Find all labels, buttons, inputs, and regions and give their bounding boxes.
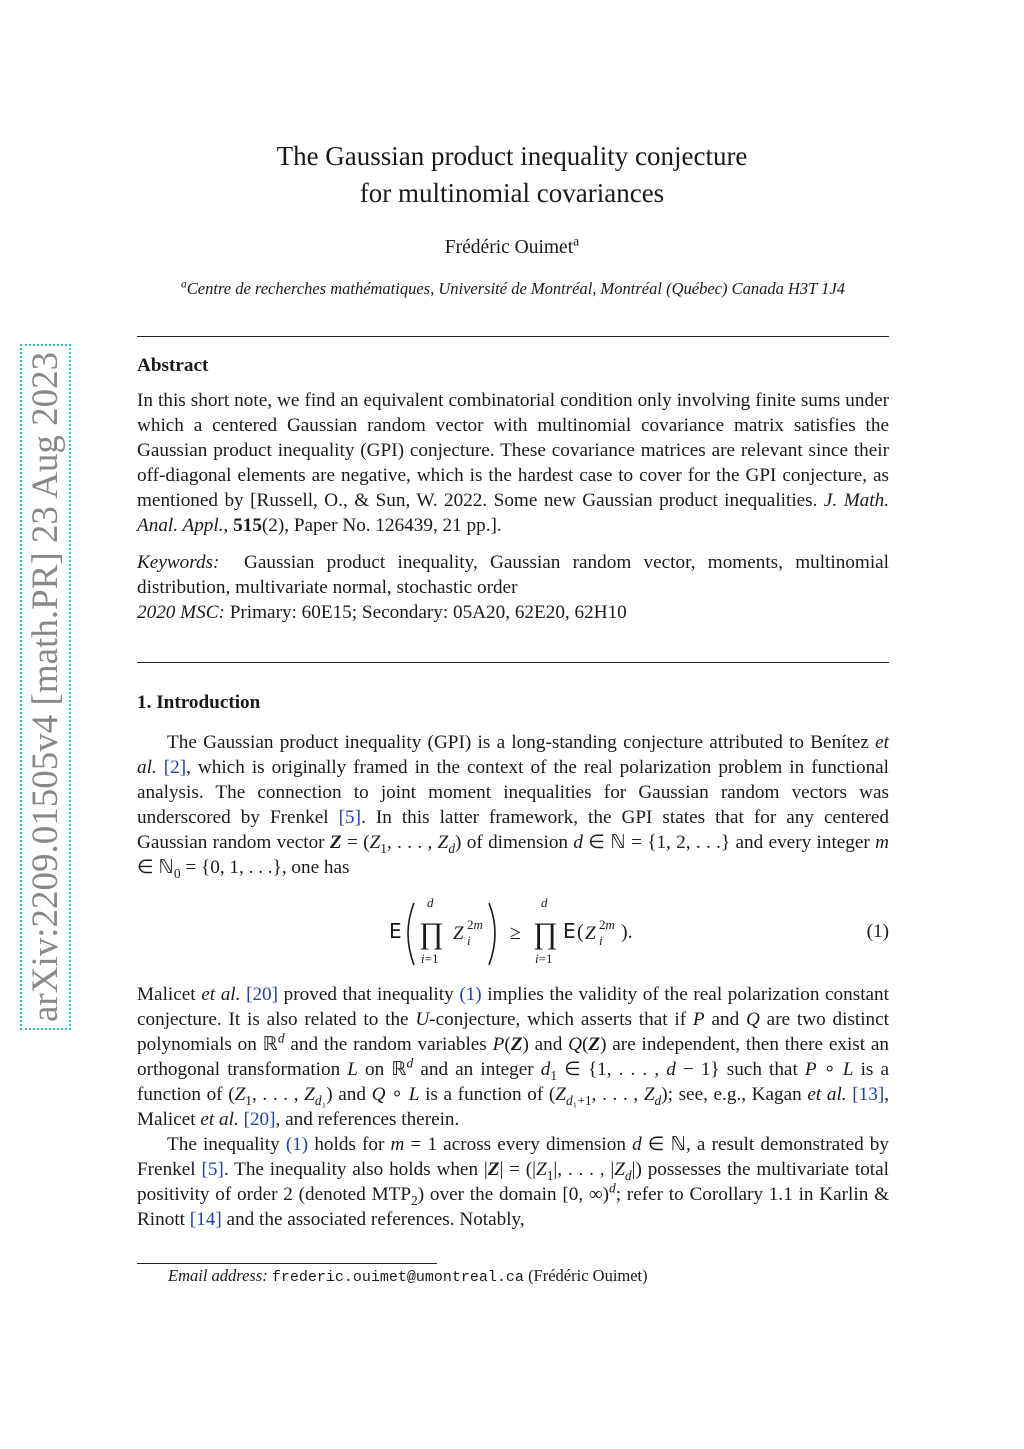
equation-graphic bbox=[137, 893, 889, 973]
svg-text:≥: ≥ bbox=[510, 922, 521, 944]
ref-5-link-2[interactable]: [5] bbox=[201, 1159, 224, 1180]
equation-1 bbox=[137, 893, 889, 973]
affiliation-mark: a bbox=[181, 278, 187, 291]
ref-20-link[interactable]: [20] bbox=[246, 984, 279, 1005]
keywords-text: Gaussian product inequality, Gaussian random vector, moments, multinomial distribution, multivariate normal, stochastic order bbox=[137, 552, 889, 598]
keywords-label: Keywords: bbox=[137, 552, 220, 573]
paragraph-3: The inequality (1) holds for m = 1 across every dimension d ∈ ℕ, a result demonstrated by Frenkel [5]. The inequality also holds when $|Z| = (|Z_1|$, . . . , $|Z_d|$) possesses the multivariate total positivity of order 2 (denoted $MTP_2$) over the domain [0, ∞)$^d$; refer to Corollary 1.1 in Karlin & Rinott [14] and the associated references. Notably, bbox=[137, 1134, 889, 1230]
arxiv-stamp: arXiv:2209.01505v4 [math.PR] 23 Aug 2023 bbox=[20, 344, 71, 1030]
keywords bbox=[137, 550, 889, 600]
svg-text:).: ). bbox=[621, 921, 633, 943]
svg-text:(: ( bbox=[577, 921, 584, 943]
ref-14-link[interactable]: [14] bbox=[189, 1209, 222, 1230]
introduction-section bbox=[137, 690, 889, 880]
section-heading: 1. Introduction bbox=[137, 692, 261, 713]
paper-title bbox=[0, 138, 1024, 212]
bottom-rule bbox=[137, 662, 889, 663]
svg-text:2m: 2m bbox=[599, 917, 615, 932]
email-link[interactable]: frederic.ouimet@umontreal.ca bbox=[271, 1269, 524, 1286]
abstract-heading: Abstract bbox=[137, 355, 209, 376]
affiliation bbox=[137, 279, 889, 299]
ref-13-link[interactable]: [13] bbox=[852, 1084, 885, 1105]
intro-paragraph-1: The Gaussian product inequality (GPI) is a long-standing conjecture attributed to Benítez et al. [2], which is originally framed in the context of the real polarization problem in functional analysis. The connection to joint moment inequalities for Gaussian random vectors was underscored by Frenkel [5]. In this latter framework, the GPI states that for any centered Gaussian random vector $Z = (Z_1$, . . . , $Z_d$) of dimension d ∈ ℕ = {1, 2, . . .} and every integer m ∈ ℕ$_0$ = {0, 1, . . .}, one has bbox=[137, 732, 890, 881]
footnote-label: Email address: bbox=[168, 1266, 268, 1285]
math-z-vector: $Z = (Z_1$, . . . , $Z_d$) bbox=[329, 832, 462, 856]
eq-1-link-2[interactable]: (1) bbox=[285, 1134, 309, 1155]
author-mark: a bbox=[573, 233, 580, 249]
equation-number: (1) bbox=[866, 921, 889, 942]
affiliation-text: Centre de recherches mathématiques, Université de Montréal, Montréal (Québec) Canada H3T 1J4 bbox=[186, 279, 845, 298]
abstract-volume: 515 bbox=[233, 515, 262, 536]
title-line-2: for multinomial covariances bbox=[359, 178, 665, 208]
ref-20-link-2[interactable]: [20] bbox=[243, 1109, 276, 1130]
ref-5-link[interactable]: [5] bbox=[338, 807, 362, 828]
footnote-rule bbox=[137, 1263, 437, 1264]
svg-text:2m: 2m bbox=[467, 917, 483, 932]
svg-text:i: i bbox=[467, 933, 471, 948]
msc-label: 2020 MSC: bbox=[137, 602, 225, 623]
msc-text: Primary: 60E15; Secondary: 05A20, 62E20, 62H10 bbox=[229, 602, 627, 623]
footnote-name: (Frédéric Ouimet) bbox=[528, 1266, 648, 1285]
paragraph-2: Malicet et al. [20] proved that inequality (1) implies the validity of the real polarization constant conjecture. It is also related to the U-conjecture, which asserts that if P and Q are two distinct polynomials on ℝ$^d$ and the random variables P(Z) and Q(Z) are independent, then there exist an orthogonal transformation L on ℝ$^d$ and an integer $d_1$ ∈ {1, . . . , d − 1} such that P ∘ L is a function of ($Z_1$, . . . , $Z_{d_1}$) and Q ∘ L is a function of ($Z_{d_1+1}$, . . . , $Z_d$); see, e.g., Kagan et al. [13], Malicet et al. [20], and references therein. The inequality (1) holds for m = 1 across every dimension d ∈ ℕ, a result demonstrated by Frenkel [5]. The inequality also holds when $|Z| = (|Z_1|$, . . . , $|Z_d|$) possesses the multivariate total positivity of order 2 (denoted $MTP_2$) over the domain [0, ∞)$^d$; refer to Corollary 1.1 in Karlin & Rinott [14] and the associated references. Notably, bbox=[137, 984, 890, 1230]
svg-text:∏: ∏ bbox=[419, 917, 444, 950]
math-m-in-n0: m ∈ ℕ$_0$ = {0, 1, . . .} bbox=[137, 832, 889, 881]
svg-text:∏: ∏ bbox=[533, 917, 558, 950]
abstract-journal: J. Math. Anal. Appl. bbox=[137, 490, 889, 536]
svg-text:i=1: i=1 bbox=[535, 951, 553, 966]
svg-text:i: i bbox=[599, 933, 603, 948]
math-d-in-n: d ∈ ℕ = {1, 2, . . .} bbox=[573, 832, 731, 853]
footnote bbox=[168, 1266, 648, 1286]
title-line-1: The Gaussian product inequality conjecture bbox=[276, 141, 748, 171]
author bbox=[0, 233, 1024, 259]
abstract-body: In this short note, we find an equivalent combinatorial condition only involving finite sums under which a centered Gaussian random vector with multinomial covariance matrix satisfies the Gaussian product inequality (GPI) conjecture. These covariance matrices are relevant since their off-diagonal elements are negative, which is the hardest case to cover for the GPI conjecture, as mentioned by [Russell, O., & Sun, W. 2022. Some new Gaussian product inequalities. J. Math. Anal. Appl., 515(2), Paper No. 126439, 21 pp.]. bbox=[137, 390, 889, 536]
eq-1-link[interactable]: (1) bbox=[459, 984, 482, 1005]
svg-text:Z: Z bbox=[453, 923, 464, 944]
svg-text:i=1: i=1 bbox=[421, 951, 439, 966]
svg-text:E: E bbox=[389, 919, 402, 943]
msc bbox=[137, 600, 889, 625]
svg-text:d: d bbox=[541, 895, 548, 910]
svg-text:Z: Z bbox=[585, 923, 596, 944]
svg-text:E: E bbox=[563, 919, 576, 943]
top-rule bbox=[137, 336, 889, 337]
author-name: Frédéric Ouimet bbox=[444, 237, 574, 258]
ref-2-link[interactable]: [2] bbox=[163, 757, 187, 778]
abstract-section bbox=[137, 353, 889, 625]
svg-text:d: d bbox=[427, 895, 434, 910]
